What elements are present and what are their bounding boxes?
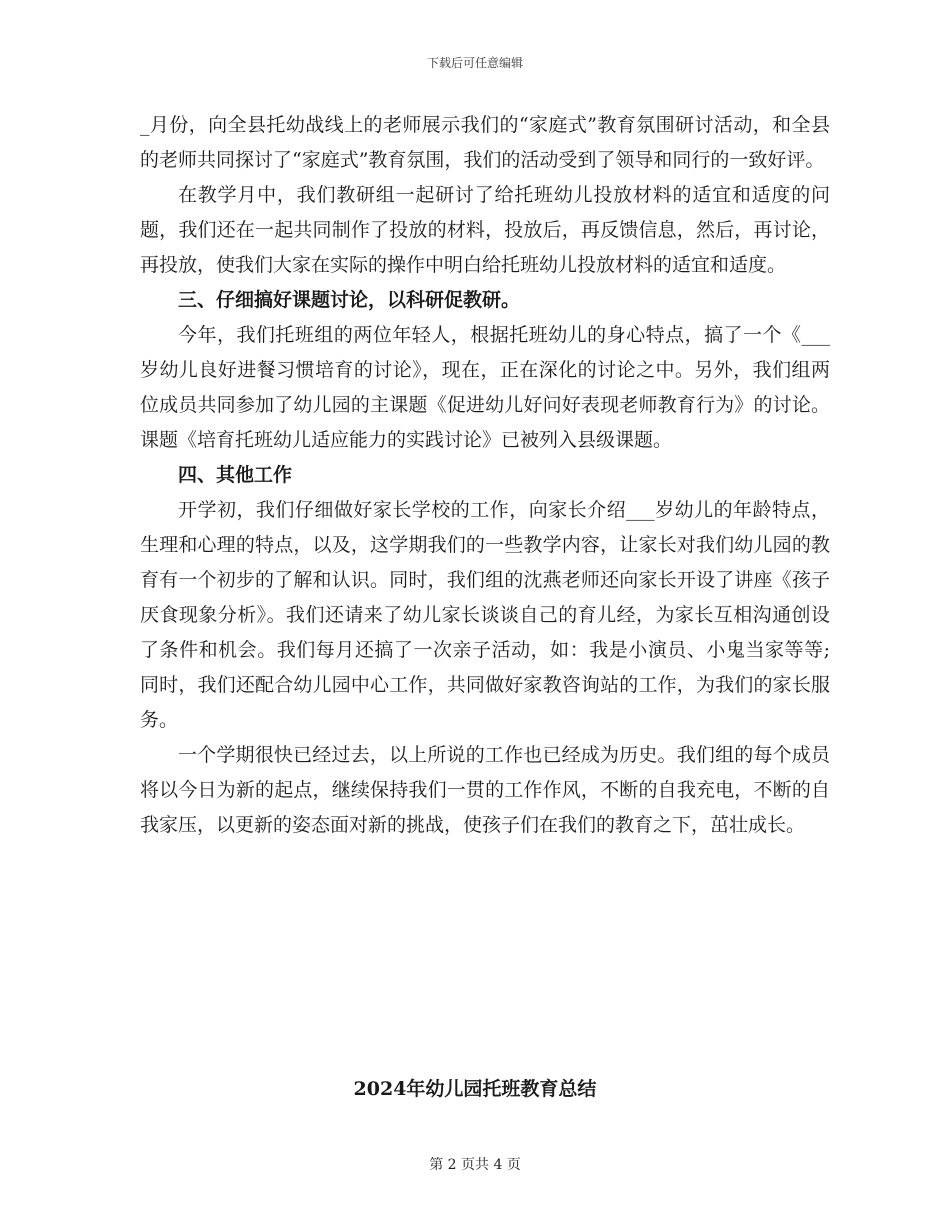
page-header-note: 下载后可任意编辑 [426,56,523,70]
paragraph-continuation: _月份，向全县托幼战线上的老师展示我们的“家庭式”教育氛围研讨活动，和全县的老师共同探讨了“家庭式”教育氛围，我们的活动受到了领导和同行的一致好评。 [140,114,830,171]
section-heading-other-work: 四、其他工作 [178,464,293,486]
paragraph-teaching-month: 在教学月中，我们教研组一起研讨了给托班幼儿投放材料的适宜和适度的问题，我们还在一起共同制作了投放的材料，投放后，再反馈信息，然后，再讨论，再投放，使我们大家在实际的操作中明白给托班幼儿投放材料的适宜和适度。 [140,184,830,276]
paragraph-conclusion: 一个学期很快已经过去，以上所说的工作也已经成为历史。我们组的每个成员将以今日为新的起点，继续保持我们一贯的工作作风，不断的自我充电，不断的自我家压，以更新的姿态面对新的挑战，使孩子们在我们的教育之下，茁壮成长。 [140,744,830,836]
page-number-footer: 第 2 页共 4 页 [429,1157,521,1173]
section-heading-research: 三、仔细搞好课题讨论，以科研促教研。 [178,289,521,311]
next-document-title: 2024年幼儿园托班教育总结 [353,1078,597,1100]
document-body [140,108,830,843]
paragraph-research-topics: 今年，我们托班组的两位年轻人，根据托班幼儿的身心特点，搞了一个《___岁幼儿良好进餐习惯培育的讨论》，现在，正在深化的讨论之中。另外，我们组两位成员共同参加了幼儿园的主课题《促进幼儿好问好表现老师教育行为》的讨论。课题《培育托班幼儿适应能力的实践讨论》已被列入县级课题。 [140,324,830,451]
paragraph-parent-work: 开学初，我们仔细做好家长学校的工作，向家长介绍___岁幼儿的年龄特点，生理和心理的特点，以及，这学期我们的一些教学内容，让家长对我们幼儿园的教育有一个初步的了解和认识。同时，我们组的沈燕老师还向家长开设了讲座《孩子厌食现象分析》。我们还请来了幼儿家长谈谈自己的育儿经，为家长互相沟通创设了条件和机会。我们每月还搞了一次亲子活动，如：我是小演员、小鬼当家等等;同时，我们还配合幼儿园中心工作，共同做好家教咨询站的工作，为我们的家长服务。 [140,499,830,731]
